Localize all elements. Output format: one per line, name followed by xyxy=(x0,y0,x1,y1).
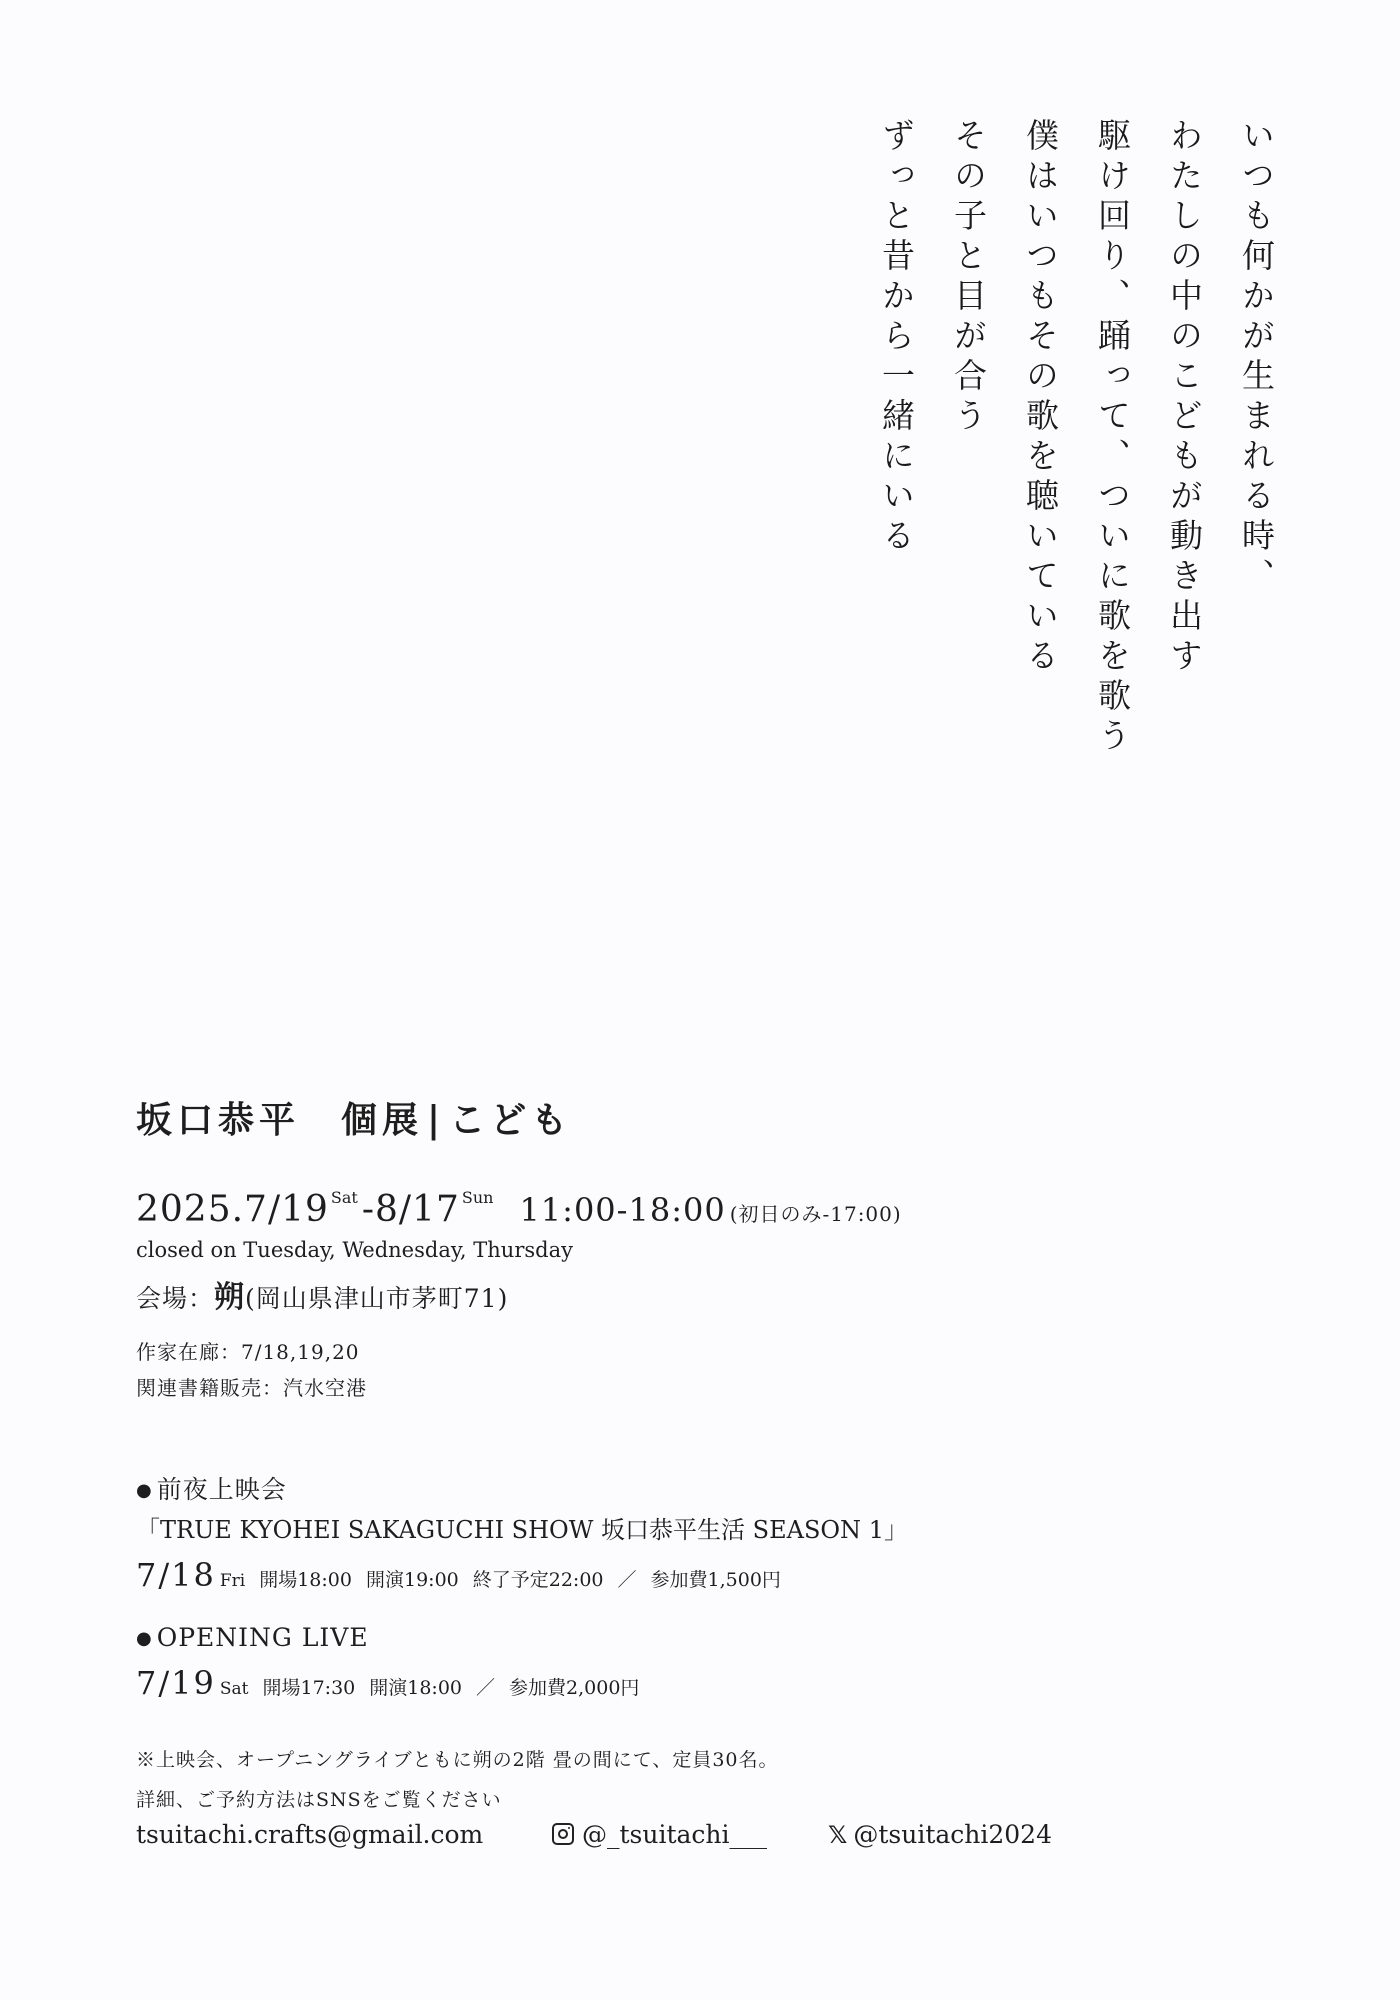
event-end: 終了予定22:00 xyxy=(472,1569,604,1591)
note-reservation: 詳細、ご予約方法はSNSをご覧ください xyxy=(136,1789,502,1811)
event-dow: Sat xyxy=(219,1679,249,1699)
event-screening xyxy=(136,1470,908,1600)
event-start: 開演18:00 xyxy=(369,1677,463,1699)
x-link[interactable] xyxy=(828,1820,1052,1849)
event-heading xyxy=(136,1618,639,1658)
poem-line-1: いつも何かが生まれる時、 xyxy=(1237,118,1276,598)
date-end-dow: Sun xyxy=(461,1188,494,1207)
event-notes xyxy=(136,1740,779,1820)
instagram-link[interactable] xyxy=(552,1820,767,1849)
event-start: 開演19:00 xyxy=(365,1569,459,1591)
hours-note: (初日のみ-17:00) xyxy=(729,1202,902,1226)
x-handle: @tsuitachi2024 xyxy=(853,1820,1052,1849)
event-day: 7/18 xyxy=(136,1556,216,1594)
artist-present-dates: 作家在廊：7/18,19,20 xyxy=(136,1340,360,1364)
contact-info xyxy=(136,1820,1136,1870)
bullet-icon: ● xyxy=(136,1480,153,1501)
event-schedule xyxy=(136,1550,908,1600)
poem-line-3: 駆け回り、踊って、ついに歌を歌う xyxy=(1093,118,1132,758)
event-slash: ／ xyxy=(617,1569,637,1591)
instagram-handle: @_tsuitachi___ xyxy=(582,1820,768,1849)
event-open: 開場17:30 xyxy=(262,1677,356,1699)
event-day: 7/19 xyxy=(136,1664,216,1702)
venue-name: 朔 xyxy=(214,1280,246,1315)
exhibition-info xyxy=(136,1090,1296,1849)
poem-line-2: わたしの中のこどもが動き出す xyxy=(1165,118,1204,678)
event-heading xyxy=(136,1470,908,1510)
date-dash: - xyxy=(361,1189,376,1230)
contact-email[interactable]: tsuitachi.crafts@gmail.com xyxy=(136,1820,484,1849)
event-fee: 参加費2,000円 xyxy=(509,1677,640,1699)
bullet-icon: ● xyxy=(136,1628,153,1649)
venue xyxy=(136,1276,1296,1320)
vertical-poem xyxy=(860,118,1292,758)
event-opening-live xyxy=(136,1618,639,1708)
title-separator: | xyxy=(427,1099,446,1141)
event-subtitle: 「TRUE KYOHEI SAKAGUCHI SHOW 坂口恭平生活 SEASON 1」 xyxy=(136,1516,908,1544)
event-schedule xyxy=(136,1658,639,1708)
exhibition-dates xyxy=(136,1172,1296,1230)
poem-line-4: 僕はいつもその歌を聴いている xyxy=(1021,118,1060,678)
exhibition-title xyxy=(136,1090,1296,1150)
event-open: 開場18:00 xyxy=(259,1569,352,1591)
venue-address: (岡山県津山市茅町71) xyxy=(245,1284,509,1313)
poem-line-5: その子と目が合う xyxy=(949,118,988,438)
closed-days: closed on Tuesday, Wednesday, Thursday xyxy=(136,1238,573,1262)
instagram-icon xyxy=(552,1823,574,1845)
event-heading-text: OPENING LIVE xyxy=(156,1623,369,1652)
x-icon: 𝕏 xyxy=(828,1821,848,1849)
opening-hours: 11:00-18:00 xyxy=(519,1191,726,1229)
date-start-dow: Sat xyxy=(330,1188,358,1207)
event-dow: Fri xyxy=(219,1571,246,1591)
poem-line-6: ずっと昔から一緒にいる xyxy=(877,118,916,558)
related-books: 関連書籍販売：汽水空港 xyxy=(136,1376,367,1400)
title-text: 坂口恭平 個展 xyxy=(136,1099,424,1141)
date-end: 8/17 xyxy=(375,1189,460,1230)
venue-label: 会場： xyxy=(136,1284,215,1313)
title-subtitle: こども xyxy=(449,1099,573,1141)
note-capacity: ※上映会、オープニングライブともに朔の2階 畳の間にて、定員30名。 xyxy=(136,1749,779,1771)
date-start: 2025.7/19 xyxy=(136,1189,329,1230)
event-slash: ／ xyxy=(476,1677,496,1699)
event-heading-text: 前夜上映会 xyxy=(156,1475,287,1504)
event-fee: 参加費1,500円 xyxy=(650,1569,781,1591)
